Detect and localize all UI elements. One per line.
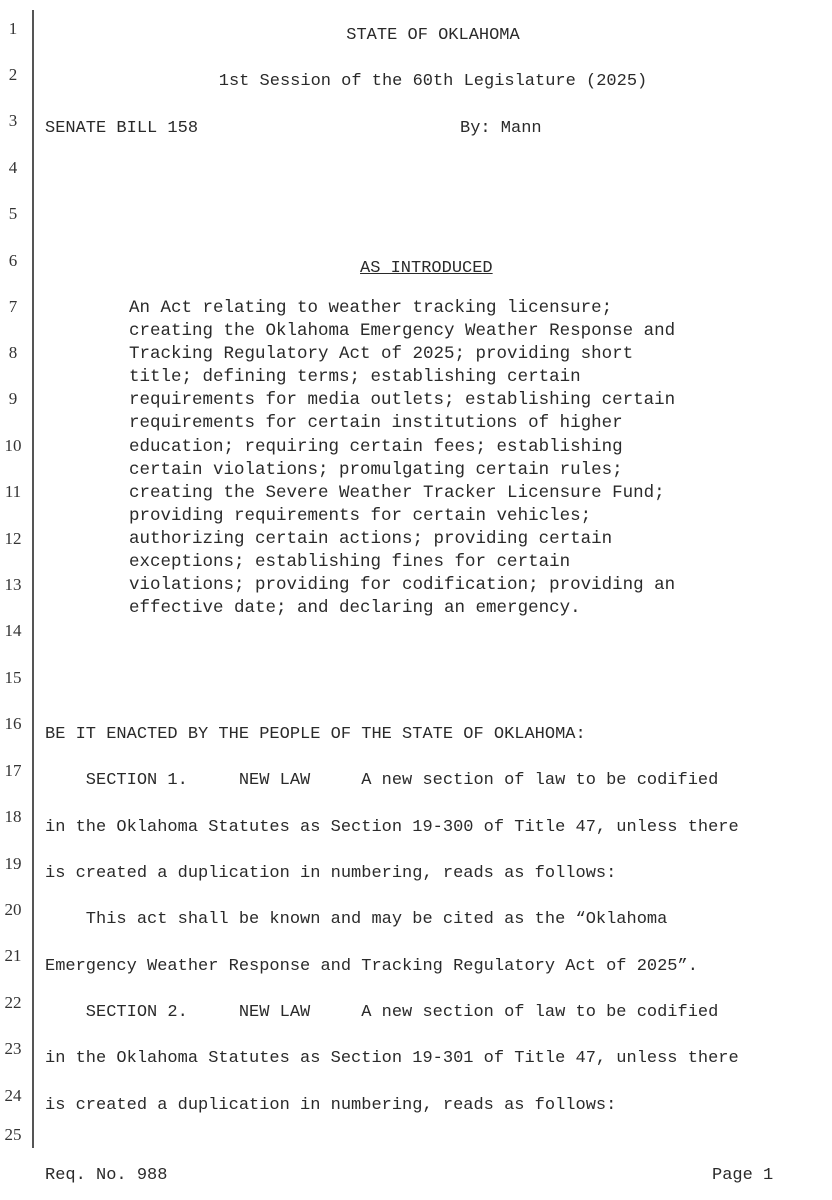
section-2-heading: SECTION 2. NEW LAW A new section of law to be codified xyxy=(45,1003,719,1022)
act-line: education; requiring certain fees; establishing xyxy=(129,436,623,457)
page-number: Page 1 xyxy=(712,1166,774,1185)
act-line: authorizing certain actions; providing certain xyxy=(129,528,613,549)
line-number: 22 xyxy=(4,993,22,1012)
line-number: 12 xyxy=(4,529,22,548)
line-number: 17 xyxy=(4,761,22,780)
act-line: An Act relating to weather tracking licensure; xyxy=(129,298,613,318)
line-number: 4 xyxy=(8,158,18,177)
act-line: certain violations; promulgating certain rules; xyxy=(129,459,623,480)
section-1-line: in the Oklahoma Statutes as Section 19-300 of Title 47, unless there xyxy=(45,818,739,837)
act-line: violations; providing for codification; providing an xyxy=(129,575,676,596)
line-number: 7 xyxy=(8,297,18,316)
act-line: creating the Severe Weather Tracker Licensure Fund; xyxy=(129,482,665,503)
line-number: 10 xyxy=(4,436,22,455)
act-line: exceptions; establishing fines for certain xyxy=(129,552,571,573)
line-number: 21 xyxy=(4,946,22,965)
bill-number: SENATE BILL 158 xyxy=(45,119,199,138)
line-number: 24 xyxy=(4,1086,22,1105)
act-line: title; defining terms; establishing certain xyxy=(129,367,581,388)
line-number: 5 xyxy=(8,204,18,223)
enacting-clause: BE IT ENACTED BY THE PEOPLE OF THE STATE OF OKLAHOMA: xyxy=(45,725,586,744)
line-number: 23 xyxy=(4,1039,22,1058)
line-number: 6 xyxy=(8,251,18,270)
request-number: Req. No. 988 xyxy=(45,1166,168,1185)
session-heading: 1st Session of the 60th Legislature (2025) xyxy=(218,72,648,91)
line-number: 14 xyxy=(4,621,22,640)
bill-author: By: Mann xyxy=(460,119,542,138)
act-title-block xyxy=(129,297,729,620)
section-2-line: is created a duplication in numbering, reads as follows: xyxy=(45,1096,617,1115)
line-number: 19 xyxy=(4,854,22,873)
act-line: requirements for media outlets; establishing certain xyxy=(129,390,676,411)
act-line: requirements for certain institutions of higher xyxy=(129,413,623,434)
state-heading: STATE OF OKLAHOMA xyxy=(346,26,520,45)
line-number: 8 xyxy=(8,343,18,362)
margin-rule xyxy=(32,10,34,1148)
line-number: 3 xyxy=(8,111,18,130)
section-1-heading: SECTION 1. NEW LAW A new section of law to be codified xyxy=(45,771,719,790)
line-number: 25 xyxy=(4,1125,22,1144)
section-1-text: Emergency Weather Response and Tracking Regulatory Act of 2025”. xyxy=(45,957,698,976)
line-number: 16 xyxy=(4,714,22,733)
line-number: 2 xyxy=(8,65,18,84)
line-number: 20 xyxy=(4,900,22,919)
section-1-text: This act shall be known and may be cited as the “Oklahoma xyxy=(45,910,668,929)
section-2-line: in the Oklahoma Statutes as Section 19-301 of Title 47, unless there xyxy=(45,1049,739,1068)
status-heading-text: AS INTRODUCED xyxy=(360,259,493,278)
section-1-line: is created a duplication in numbering, reads as follows: xyxy=(45,864,617,883)
line-number: 15 xyxy=(4,668,22,687)
line-number: 18 xyxy=(4,807,22,826)
line-number: 11 xyxy=(4,482,22,501)
act-line: providing requirements for certain vehicles; xyxy=(129,505,592,526)
act-line: Tracking Regulatory Act of 2025; providing short xyxy=(129,344,634,365)
act-line: effective date; and declaring an emergency. xyxy=(129,598,581,619)
line-number: 1 xyxy=(8,19,18,38)
line-number: 9 xyxy=(8,389,18,408)
act-line: creating the Oklahoma Emergency Weather Response and xyxy=(129,321,676,342)
status-heading xyxy=(360,259,493,279)
line-number: 13 xyxy=(4,575,22,594)
